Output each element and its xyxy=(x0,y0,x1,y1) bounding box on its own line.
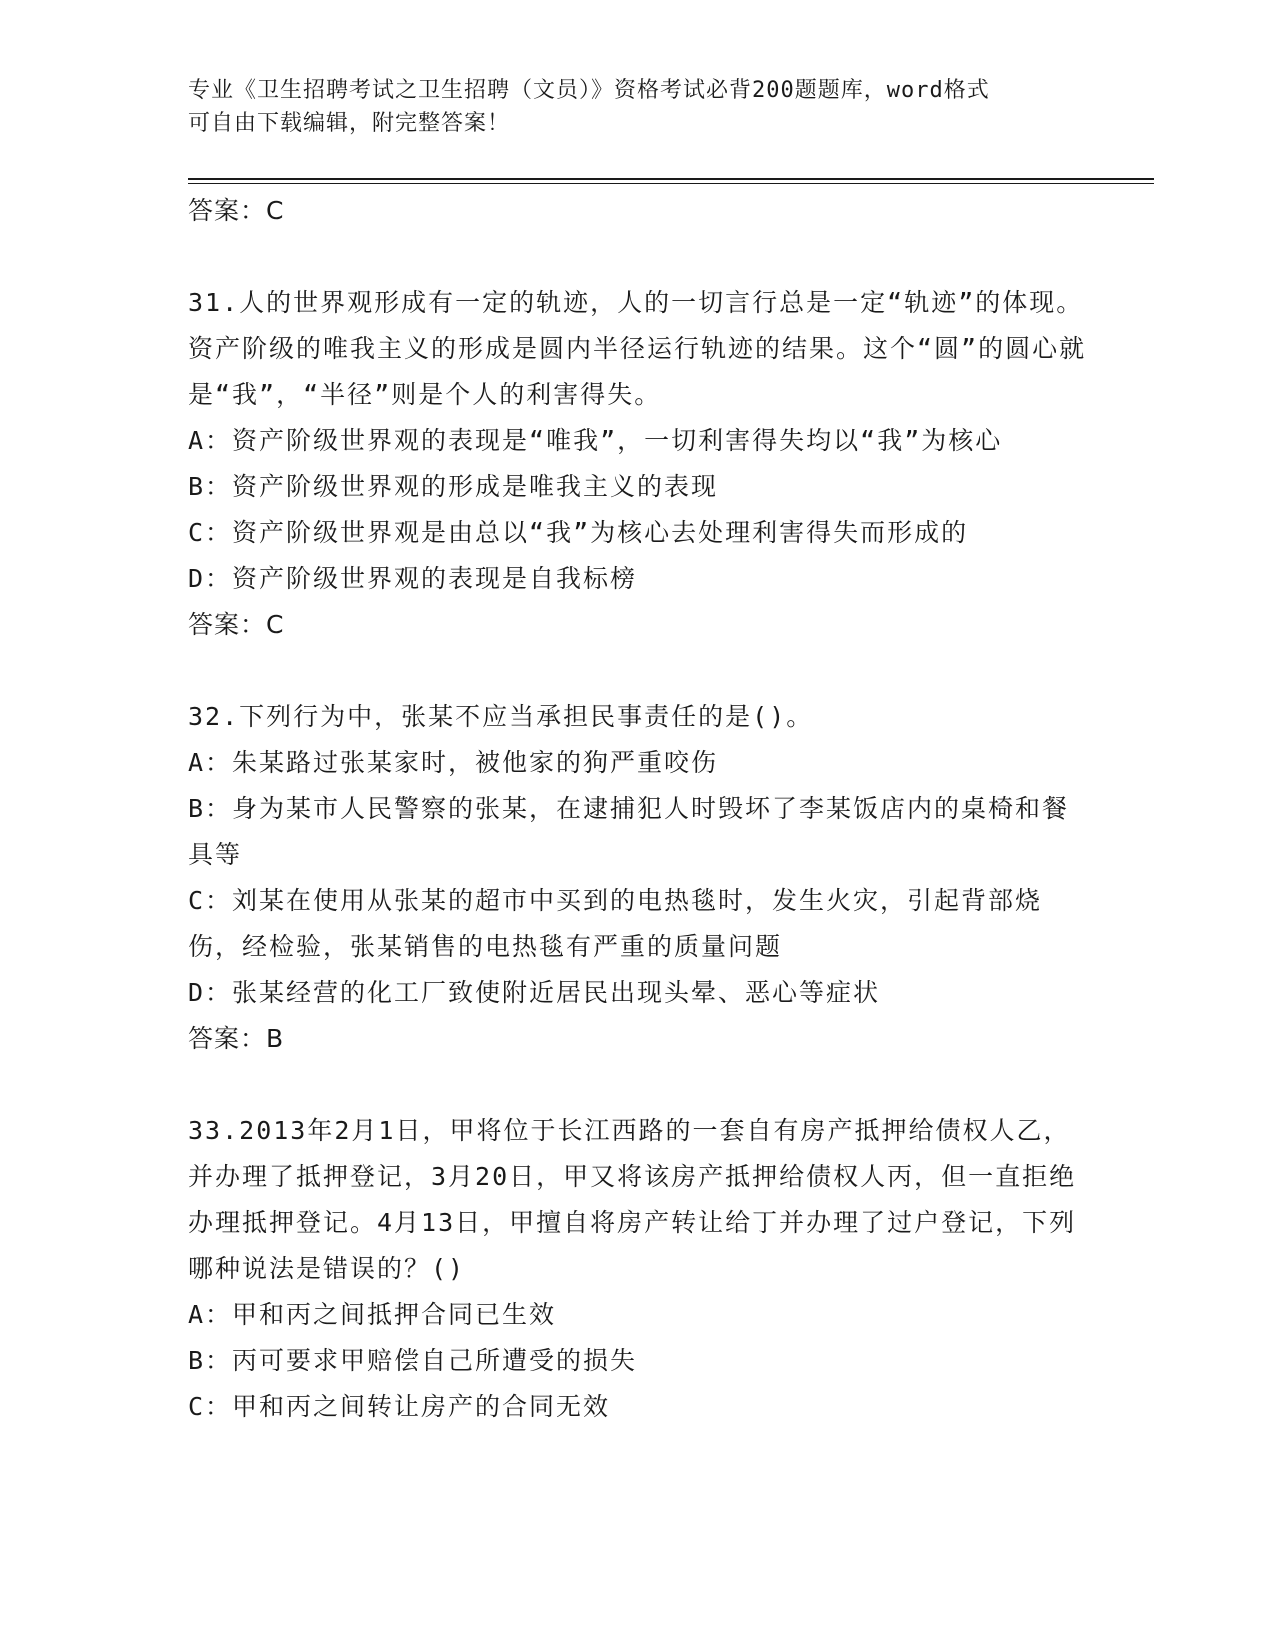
question-32 xyxy=(188,694,1088,1062)
page-header xyxy=(188,74,1088,140)
question-list xyxy=(188,188,1088,1430)
question-stem: 32.下列行为中，张某不应当承担民事责任的是()。 xyxy=(188,702,814,731)
question-stem: 33.2013年2月1日，甲将位于长江西路的一套自有房产抵押给债权人乙，并办理了抵押登记，3月20日，甲又将该房产抵押给债权人丙，但一直拒绝办理抵押登记。4月13日，甲擅自将房产转让给丁并办理了过户登记，下列哪种说法是错误的？() xyxy=(188,1116,1077,1283)
option-a: A：朱某路过张某家时，被他家的狗严重咬伤 xyxy=(188,748,719,777)
header-divider-thin xyxy=(188,183,1154,184)
option-c: C：甲和丙之间转让房产的合同无效 xyxy=(188,1392,611,1421)
option-c: C：资产阶级世界观是由总以“我”为核心去处理利害得失而形成的 xyxy=(188,518,969,547)
option-d: D：张某经营的化工厂致使附近居民出现头晕、恶心等症状 xyxy=(188,978,881,1007)
previous-answer: 答案：C xyxy=(188,196,285,225)
option-d: D：资产阶级世界观的表现是自我标榜 xyxy=(188,564,638,593)
question-answer: 答案：C xyxy=(188,610,285,639)
question-answer: 答案：B xyxy=(188,1024,285,1053)
option-b: B：资产阶级世界观的形成是唯我主义的表现 xyxy=(188,472,719,501)
header-title-line-1: 专业《卫生招聘考试之卫生招聘（文员）》资格考试必背200题题库，word格式 xyxy=(188,78,990,103)
option-a: A：甲和丙之间抵押合同已生效 xyxy=(188,1300,557,1329)
question-stem: 31.人的世界观形成有一定的轨迹，人的一切言行总是一定“轨迹”的体现。资产阶级的唯我主义的形成是圆内半径运行轨迹的结果。这个“圆”的圆心就是“我”，“半径”则是个人的利害得失。 xyxy=(188,288,1087,409)
question-31 xyxy=(188,280,1088,648)
option-a: A：资产阶级世界观的表现是“唯我”，一切利害得失均以“我”为核心 xyxy=(188,426,1003,455)
option-b: B：身为某市人民警察的张某，在逮捕犯人时毁坏了李某饭店内的桌椅和餐具等 xyxy=(188,794,1070,869)
header-title-line-2: 可自由下载编辑，附完整答案！ xyxy=(188,111,511,136)
header-divider-thick xyxy=(188,178,1154,180)
question-33 xyxy=(188,1108,1088,1430)
option-c: C：刘某在使用从张某的超市中买到的电热毯时，发生火灾，引起背部烧伤，经检验，张某销售的电热毯有严重的质量问题 xyxy=(188,886,1043,961)
option-b: B：丙可要求甲赔偿自己所遭受的损失 xyxy=(188,1346,638,1375)
